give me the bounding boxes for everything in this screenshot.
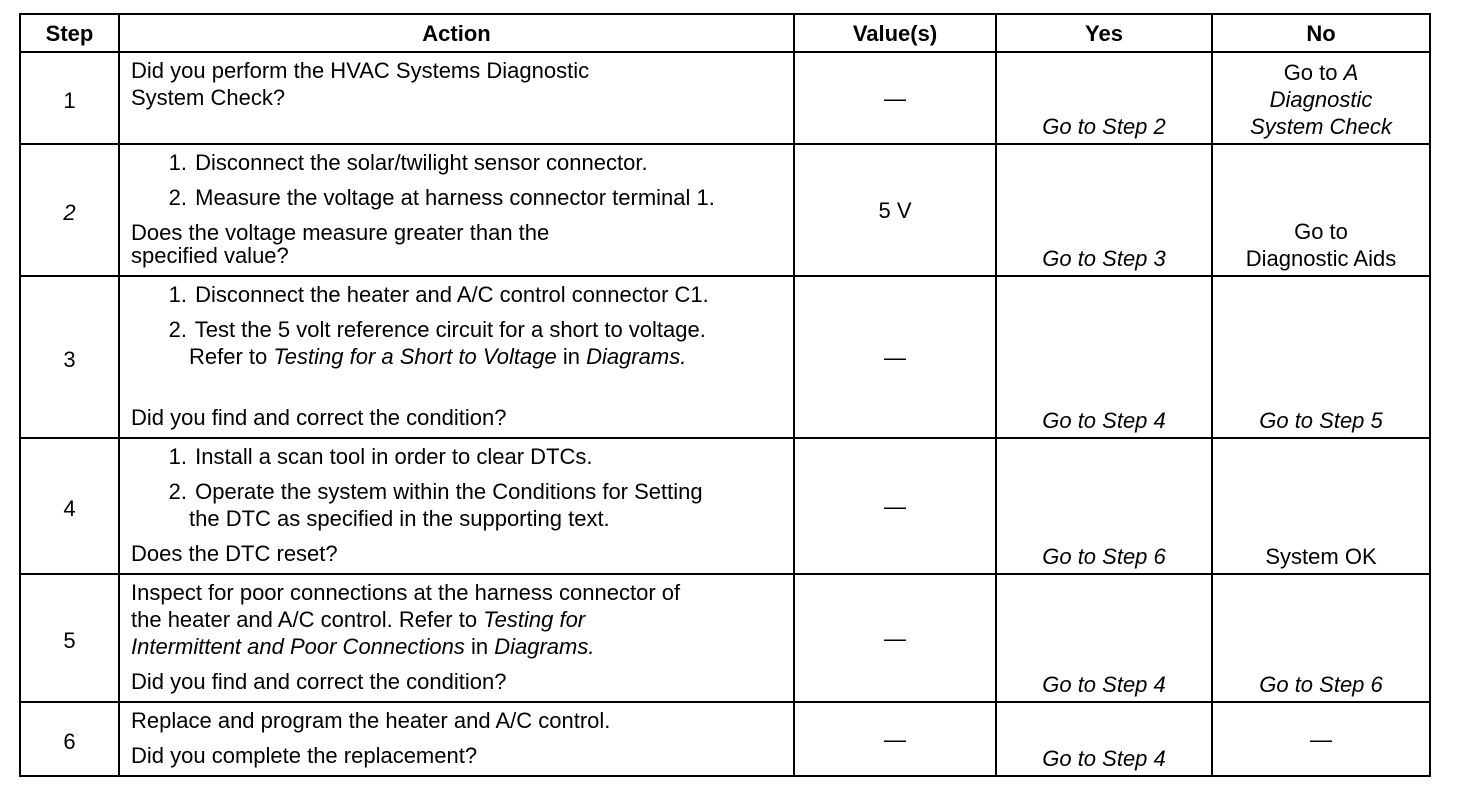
header-step: Step [20, 14, 119, 52]
action-ref: Intermittent and Poor Connections [131, 634, 465, 659]
step-number: 2 [20, 144, 119, 276]
yes-cell: Go to Step 3 [996, 144, 1212, 276]
action-ref: Diagrams. [494, 634, 595, 659]
no-cell [1212, 144, 1430, 276]
action-text: Did you perform the HVAC Systems Diagnostic [131, 58, 590, 83]
action-text: System Check? [131, 85, 286, 110]
action-ref: Testing for a Short to Voltage [273, 344, 557, 369]
list-number: 1. [168, 150, 187, 175]
table-row [20, 438, 1430, 574]
list-number: 2. [168, 317, 187, 342]
action-text: in [556, 344, 587, 369]
action-text: in [464, 634, 495, 659]
no-cell [1212, 52, 1430, 144]
action-text: Refer to [189, 344, 274, 369]
table-row [20, 52, 1430, 144]
diagnostic-table [19, 13, 1431, 777]
no-text: Go to [1294, 219, 1348, 244]
question-text: Did you find and correct the condition? [131, 405, 507, 430]
header-no: No [1212, 14, 1430, 52]
no-text: System Check [1250, 114, 1392, 139]
action-text: Operate the system within the Conditions for Setting [195, 479, 703, 504]
list-number: 2. [168, 479, 187, 504]
no-cell: System OK [1212, 438, 1430, 574]
yes-cell: Go to Step 4 [996, 702, 1212, 776]
no-text: A [1343, 60, 1359, 85]
value-cell: — [794, 438, 996, 574]
header-row [20, 14, 1430, 52]
question-text: Does the DTC reset? [131, 541, 338, 566]
no-text: Diagnostic [1269, 87, 1373, 112]
value-cell: — [794, 276, 996, 438]
value-cell: — [794, 702, 996, 776]
no-cell: Go to Step 5 [1212, 276, 1430, 438]
table-row [20, 574, 1430, 702]
header-yes: Yes [996, 14, 1212, 52]
no-text: Go to [1283, 60, 1344, 85]
question-text: Did you complete the replacement? [131, 743, 478, 768]
step-number: 6 [20, 702, 119, 776]
header-values: Value(s) [794, 14, 996, 52]
table-row [20, 702, 1430, 776]
yes-cell: Go to Step 4 [996, 276, 1212, 438]
value-cell: 5 V [794, 144, 996, 276]
step-number: 1 [20, 52, 119, 144]
action-text: the heater and A/C control. Refer to [131, 607, 484, 632]
action-cell [119, 702, 794, 776]
value-cell: — [794, 52, 996, 144]
value-cell: — [794, 574, 996, 702]
no-text: Diagnostic Aids [1245, 246, 1397, 271]
action-cell [119, 438, 794, 574]
list-number: 1. [168, 444, 187, 469]
yes-cell: Go to Step 4 [996, 574, 1212, 702]
action-text: Replace and program the heater and A/C control. [131, 708, 611, 733]
step-number: 3 [20, 276, 119, 438]
action-cell [119, 52, 794, 144]
action-text: Inspect for poor connections at the harness connector of [131, 580, 681, 605]
action-ref: Testing for [483, 607, 586, 632]
list-number: 1. [168, 282, 187, 307]
question-text: Does the voltage measure greater than the [131, 220, 550, 245]
question-text: specified value? [131, 243, 289, 268]
action-ref: Diagrams. [586, 344, 687, 369]
yes-cell: Go to Step 2 [996, 52, 1212, 144]
yes-cell: Go to Step 6 [996, 438, 1212, 574]
action-text: Test the 5 volt reference circuit for a short to voltage. [194, 317, 706, 342]
no-cell: — [1212, 702, 1430, 776]
action-cell [119, 276, 794, 438]
action-text: Disconnect the solar/twilight sensor connector. [195, 150, 648, 175]
no-cell: Go to Step 6 [1212, 574, 1430, 702]
table-row [20, 144, 1430, 276]
action-cell [119, 574, 794, 702]
step-number: 4 [20, 438, 119, 574]
action-text: the DTC as specified in the supporting text. [189, 506, 610, 531]
action-text: Disconnect the heater and A/C control connector C1. [195, 282, 709, 307]
step-number: 5 [20, 574, 119, 702]
action-cell [119, 144, 794, 276]
list-number: 2. [168, 185, 187, 210]
action-text: Install a scan tool in order to clear DTCs. [195, 444, 593, 469]
header-action: Action [119, 14, 794, 52]
table-row [20, 276, 1430, 438]
question-text: Did you find and correct the condition? [131, 669, 507, 694]
action-text: Measure the voltage at harness connector terminal 1. [195, 185, 715, 210]
